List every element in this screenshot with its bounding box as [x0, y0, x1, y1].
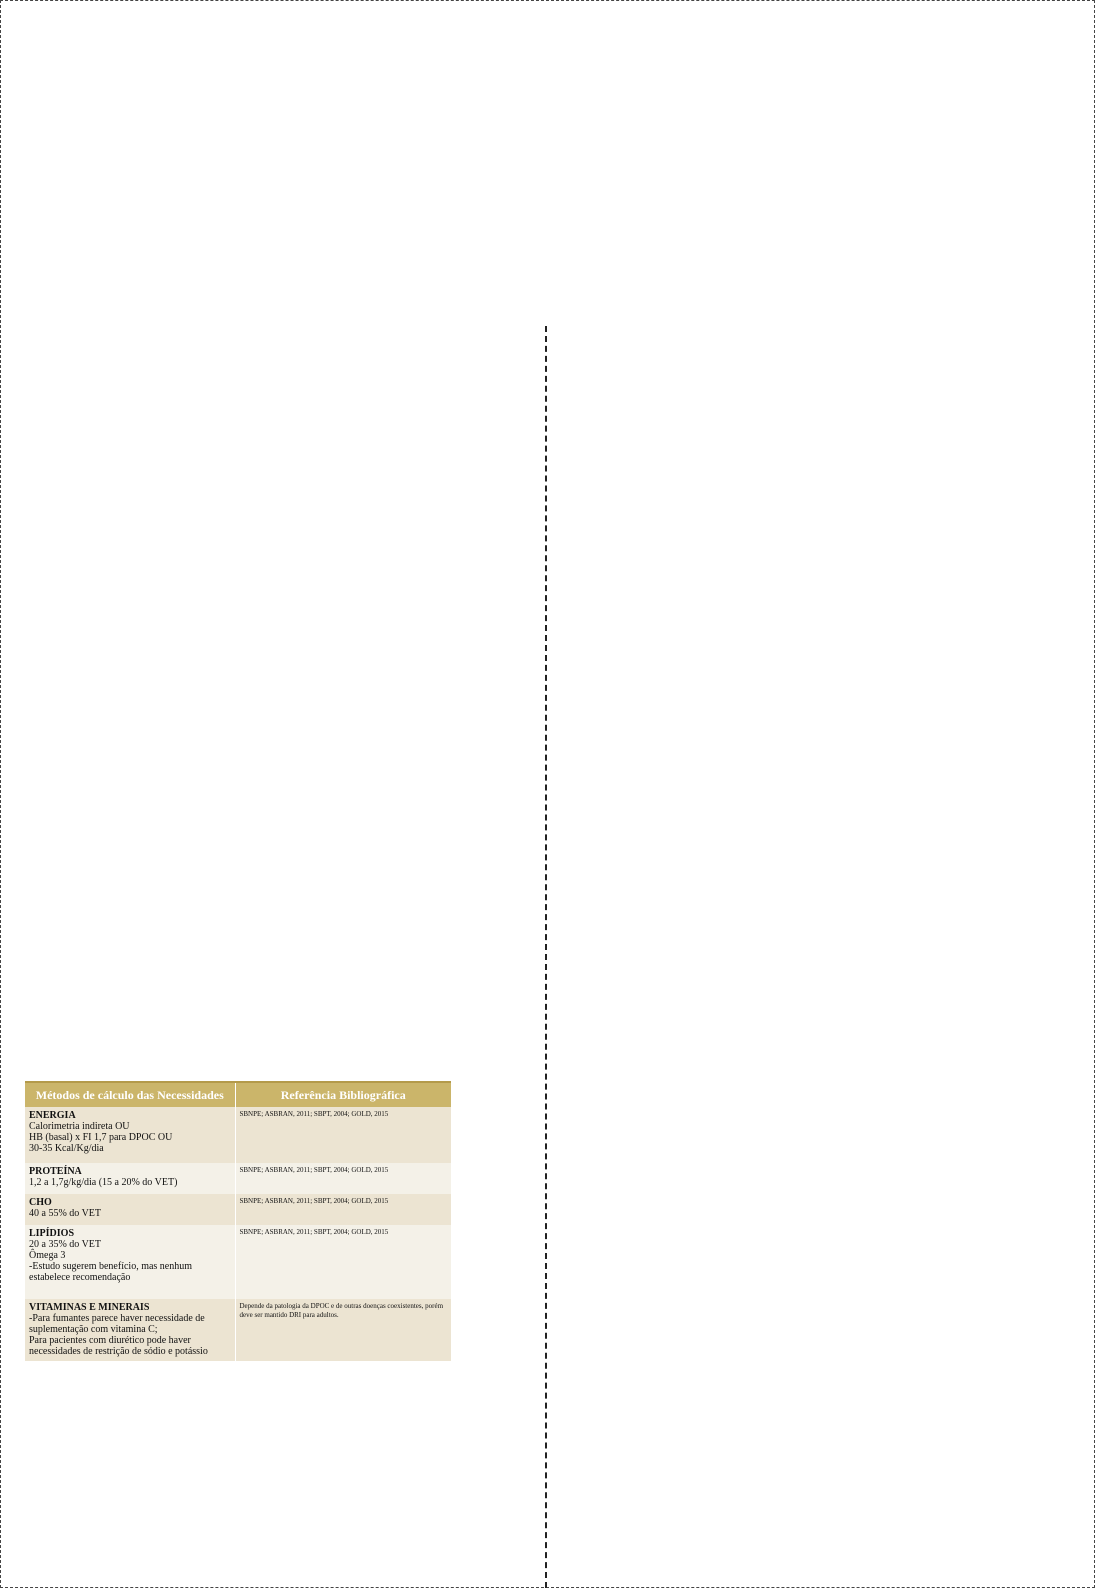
method-line: 30-35 Kcal/Kg/dia: [29, 1143, 104, 1154]
table-row: [25, 1107, 451, 1163]
header-reference: Referência Bibliográfica: [235, 1082, 451, 1107]
method-line: 1,2 a 1,7g/kg/dia (15 a 20% do VET): [29, 1177, 178, 1188]
nutrient-name: ENERGIA: [29, 1110, 76, 1121]
nutrient-name: VITAMINAS E MINERAIS: [29, 1302, 150, 1313]
method-line: -Para fumantes parece haver necessidade de: [29, 1313, 205, 1324]
table-row: [25, 1194, 451, 1225]
method-line: HB (basal) x FI 1,7 para DPOC OU: [29, 1132, 173, 1143]
methods-cell: [25, 1225, 235, 1299]
methods-cell: [25, 1299, 235, 1361]
reference-cell: SBNPE; ASBRAN, 2011; SBPT, 2004; GOLD, 2015: [235, 1225, 451, 1299]
method-line: 20 a 35% do VET: [29, 1239, 102, 1250]
method-line: estabelece recomendação: [29, 1272, 131, 1283]
method-line: -Estudo sugerem benefício, mas nenhum: [29, 1261, 193, 1272]
method-line: suplementação com vitamina C;: [29, 1324, 158, 1335]
reference-cell: Depende da patologia da DPOC e de outras doenças coexistentes, porém deve ser mantido DRI para adultos.: [235, 1299, 451, 1361]
reference-cell: SBNPE; ASBRAN, 2011; SBPT, 2004; GOLD, 2015: [235, 1163, 451, 1194]
table-row: [25, 1299, 451, 1361]
nutrition-requirements-table: [25, 1081, 451, 1361]
table-row: [25, 1225, 451, 1299]
method-line: Calorimetria indireta OU: [29, 1121, 130, 1132]
nutrition-requirements-table-container: [25, 1081, 451, 1361]
method-line: Para pacientes com diurético pode haver: [29, 1335, 191, 1346]
table-header-row: [25, 1082, 451, 1107]
nutrient-name: CHO: [29, 1197, 52, 1208]
method-line: necessidades de restrição de sódio e potássio: [29, 1346, 208, 1357]
column-divider: [545, 326, 547, 1588]
header-methods: Métodos de cálculo das Necessidades: [25, 1082, 235, 1107]
methods-cell: [25, 1107, 235, 1163]
reference-cell: SBNPE; ASBRAN, 2011; SBPT, 2004; GOLD, 2015: [235, 1194, 451, 1225]
method-line: Ômega 3: [29, 1250, 66, 1261]
methods-cell: [25, 1163, 235, 1194]
nutrient-name: PROTEÍNA: [29, 1166, 82, 1177]
methods-cell: [25, 1194, 235, 1225]
nutrient-name: LIPÍDIOS: [29, 1228, 75, 1239]
reference-cell: SBNPE; ASBRAN, 2011; SBPT, 2004; GOLD, 2015: [235, 1107, 451, 1163]
method-line: 40 a 55% do VET: [29, 1208, 102, 1219]
table-row: [25, 1163, 451, 1194]
